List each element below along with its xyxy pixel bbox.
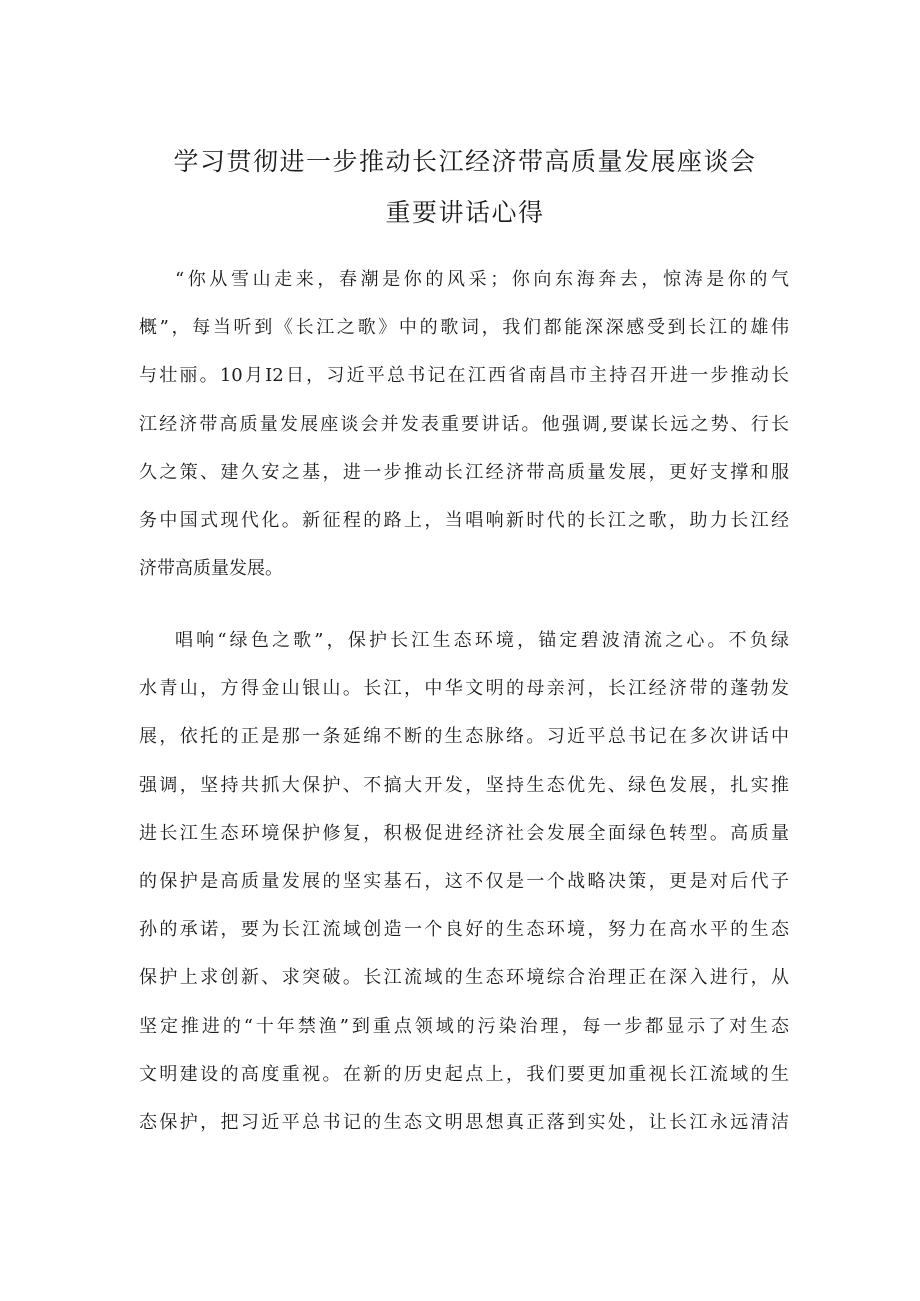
document-title-line-1: 学习贯彻进一步推动长江经济带高质量发展座谈会 bbox=[173, 147, 757, 176]
paragraph-2 bbox=[139, 623, 789, 1153]
paragraph-line: 孙的承诺，要为长江流域创造一个良好的生态环境，努力在高水平的生态 bbox=[139, 919, 789, 941]
paragraph-line: 与壮丽。10月I2日，习近平总书记在江西省南昌市主持召开进一步推动长 bbox=[139, 365, 789, 387]
paragraph-line: 文明建设的高度重视。在新的历史起点上，我们要更加重视长江流域的生 bbox=[139, 1063, 789, 1085]
paragraph-line: 概”，每当听到《长江之歌》中的歌词，我们都能深深感受到长江的雄伟 bbox=[139, 317, 789, 339]
paragraph-line: 济带高质量发展。 bbox=[139, 558, 283, 580]
paragraph-line: 进长江生态环境保护修复，积极促进经济社会发展全面绿色转型。高质量 bbox=[139, 822, 789, 844]
paragraph-line: 的保护是高质量发展的坚实基石，这不仅是一个战略决策，更是对后代子 bbox=[139, 870, 789, 892]
paragraph-line: 久之策、建久安之基，进一步推动长江经济带高质量发展，更好支撑和服 bbox=[139, 461, 789, 483]
paragraph-line: 态保护，把习近平总书记的生态文明思想真正落到实处，让长江永远清洁 bbox=[139, 1111, 789, 1133]
paragraph-line: 展，依托的正是那一条延绵不断的生态脉络。习近平总书记在多次讲话中 bbox=[139, 726, 789, 748]
paragraph-line: “你从雪山走来，春潮是你的风采；你向东海奔去，惊涛是你的气 bbox=[175, 269, 789, 290]
paragraph-line: 强调，坚持共抓大保护、不搞大开发，坚持生态优先、绿色发展，扎实推 bbox=[139, 774, 789, 796]
paragraph-line: 唱响“绿色之歌”，保护长江生态环境，锚定碧波清流之心。不负绿 bbox=[175, 630, 789, 651]
document-title-line-2: 重要讲话心得 bbox=[385, 198, 545, 227]
paragraph-line: 江经济带高质量发展座谈会并发表重要讲话。他强调,要谋长远之势、行长 bbox=[139, 413, 789, 435]
paragraph-line: 务中国式现代化。新征程的路上，当唱响新时代的长江之歌，助力长江经 bbox=[139, 509, 789, 531]
paragraph-line: 保护上求创新、求突破。长江流域的生态环境综合治理正在深入进行，从 bbox=[139, 967, 789, 989]
paragraph-line: 坚定推进的“十年禁渔”到重点领域的污染治理，每一步都显示了对生态 bbox=[139, 1015, 789, 1037]
paragraph-1 bbox=[139, 262, 789, 599]
paragraph-line: 水青山，方得金山银山。长江，中华文明的母亲河，长江经济带的蓬勃发 bbox=[139, 678, 789, 700]
